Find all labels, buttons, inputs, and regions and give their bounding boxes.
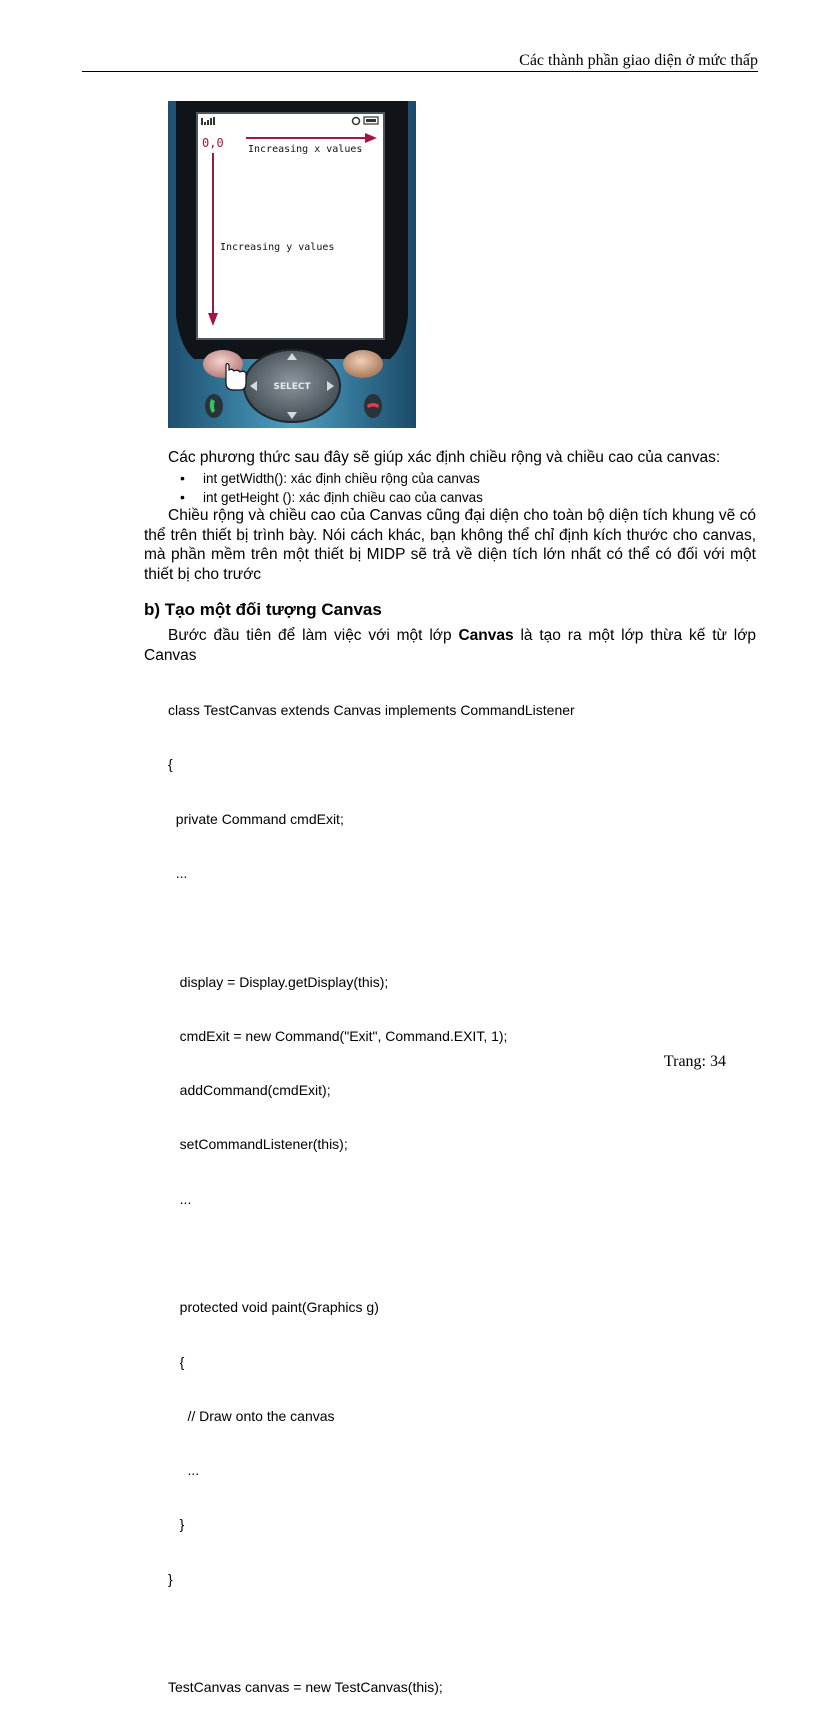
end-call-icon [364,394,382,418]
right-soft-key [343,350,383,378]
code-line [168,1624,575,1642]
section-heading: b) Tạo một đối tượng Canvas [144,600,382,619]
code-line: private Command cmdExit; [168,810,344,827]
code-line: { [168,756,173,773]
page-number: Trang: 34 [663,1053,726,1070]
phone-illustration [168,101,416,428]
phone-canvas-figure [168,101,416,428]
code-line: display = Display.getDisplay(this); [168,973,389,990]
section-text-bold: Canvas [458,627,514,644]
code-line: ... [168,865,188,882]
code-line: } [168,1516,185,1533]
code-line [168,1244,575,1262]
code-line: // Draw onto the canvas [168,1407,335,1424]
code-line: } [168,1570,173,1587]
code-line: addCommand(cmdExit); [168,1082,331,1099]
code-line: setCommandListener(this); [168,1136,348,1153]
intro-text: Các phương thức sau đây sẽ giúp xác định chiều rộng và chiều cao của canvas: [168,449,721,466]
origin-label: 0,0 [202,136,224,150]
code-line: class TestCanvas extends Canvas implements CommandListener [168,702,575,719]
code-listing [168,665,575,1714]
code-line: ... [168,1190,192,1207]
list-item: • int getWidth(): xác định chiều rộng của canvas [180,469,483,488]
call-icon [205,394,223,418]
section-text-before: Bước đầu tiên để làm việc với một lớp [168,627,459,644]
code-line: cmdExit = new Command("Exit", Command.EXIT, 1); [168,1027,508,1044]
y-axis-label: Increasing y values [220,242,335,253]
method-list [180,469,483,507]
code-line: protected void paint(Graphics g) [168,1299,379,1316]
code-line: { [168,1353,185,1370]
x-axis-label: Increasing x values [248,144,363,155]
code-line: ... [168,1462,200,1479]
code-line [168,918,575,936]
section-paragraph [144,626,756,665]
list-item: • int getHeight (): xác định chiều cao của canvas [180,488,483,507]
header-rule [82,71,758,72]
canvas-size-paragraph: Chiều rộng và chiều cao của Canvas cũng đại diện cho toàn bộ diện tích khung vẽ có thể trên thiết bị trình bày. Nói cách khác, bạn không thể chỉ định kích thước cho canvas, mà phần mềm trên một thiết bị MIDP sẽ trả về diện tích lớn nhất có thể có đối với một thiết bị cho trước [144,507,756,583]
select-label: SELECT [273,382,311,392]
code-line: TestCanvas canvas = new TestCanvas(this); [168,1679,443,1696]
running-header-title: Các thành phần giao diện ở mức thấp [519,52,758,69]
section-text-after: là tạo ra một lớp thừa kế từ lớp Canvas [144,627,757,664]
